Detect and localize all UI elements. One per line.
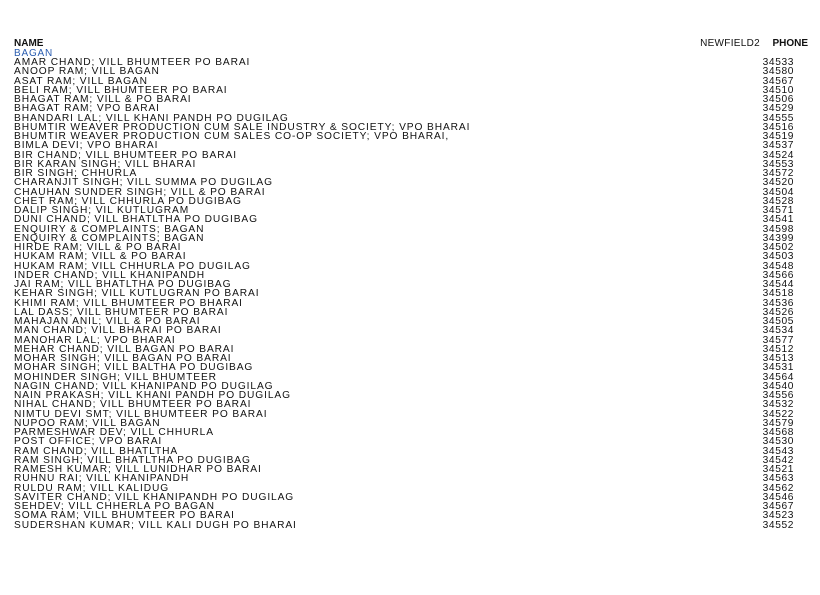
entry-phone: 34598 — [762, 223, 794, 235]
entry-phone: 34556 — [762, 390, 794, 401]
entry-phone: 34522 — [762, 408, 794, 420]
entry-phone: 34566 — [762, 269, 794, 281]
entry-name: PARMESHWAR DEV; VILL CHHURLA — [14, 427, 214, 438]
entry-name: JAI RAM; VILL BHATLTHA PO DUGIBAG — [14, 279, 232, 290]
entry-name: AMAR CHAND; VILL BHUMTEER PO BARAI — [14, 57, 251, 68]
entry-phone: 34579 — [762, 417, 794, 429]
entry-phone: 34506 — [762, 94, 794, 105]
entry-phone: 34513 — [762, 353, 794, 364]
entry-name: LAL DASS; VILL BHUMTEER PO BARAI — [14, 306, 229, 318]
entry-phone: 34544 — [762, 279, 794, 290]
entry-name: NAGIN CHAND; VILL KHANIPAND PO DUGILAG — [14, 380, 274, 392]
name-column-header: NAME — [14, 38, 44, 49]
entry-name: SOMA RAM; VILL BHUMTEER PO BARAI — [14, 510, 235, 522]
entry-phone: 34564 — [762, 371, 794, 383]
entry-phone: 34516 — [762, 121, 794, 133]
entry-name: KHIMI RAM; VILL BHUMTEER PO BHARAI — [14, 297, 243, 309]
entry-name: CHARANJIT SINGH; VILL SUMMA PO DUGILAG — [14, 177, 273, 189]
entry-name: RUHNU RAI; VILL KHANIPANDH — [14, 473, 190, 485]
entry-phone: 34502 — [762, 242, 794, 253]
entry-phone: 34530 — [762, 436, 794, 448]
entry-phone: 34571 — [762, 205, 794, 216]
entry-phone: 34537 — [762, 140, 794, 152]
entry-phone: 34512 — [762, 343, 794, 355]
column-header — [14, 39, 808, 49]
entry-name: DALIP SINGH; VIL KUTLUGRAM — [14, 205, 190, 216]
entry-name: BHAGAT RAM; VILL & PO BARAI — [14, 94, 192, 105]
entry-name: ENQUIRY & COMPLAINTS; BAGAN — [14, 223, 205, 235]
entry-name: ENQUIRY & COMPLAINTS; BAGAN — [14, 232, 205, 244]
newfield-column-header: NEWFIELD2 — [700, 38, 760, 49]
entry-phone: 34520 — [762, 177, 794, 189]
entry-name: CHET RAM; VILL CHHURLA PO DUGIBAG — [14, 195, 242, 207]
entry-name: HUKAM RAM; VILL CHHURLA PO DUGILAG — [14, 260, 251, 272]
entry-phone: 34523 — [762, 510, 794, 522]
entry-name: SEHDEV; VILL CHHERLA PO BAGAN — [14, 501, 215, 512]
entry-name: BIR KARAN SINGH; VILL BHARAI — [14, 158, 197, 170]
entry-phone: 34536 — [762, 297, 794, 309]
entry-phone: 34510 — [762, 84, 794, 96]
entry-name: NIMTU DEVI SMT; VILL BHUMTEER PO BARAI — [14, 408, 268, 420]
entry-name: ASAT RAM; VILL BAGAN — [14, 75, 148, 87]
entry-phone: 34542 — [762, 454, 794, 466]
entry-phone: 34562 — [762, 482, 794, 494]
entry-phone: 34533 — [762, 57, 794, 68]
entry-name: SAVITER CHAND; VILL KHANIPANDH PO DUGILAG — [14, 491, 295, 503]
entry-phone: 34567 — [762, 501, 794, 512]
entry-phone: 34526 — [762, 306, 794, 318]
entry-phone: 34541 — [762, 214, 794, 226]
entry-name: NUPOO RAM; VILL BAGAN — [14, 417, 161, 429]
entry-phone: 34552 — [762, 519, 794, 531]
directory-page — [14, 39, 808, 530]
entry-phone: 34555 — [762, 112, 794, 124]
entry-name: HIRDE RAM; VILL & PO BARAI — [14, 242, 182, 253]
entry-phone: 34563 — [762, 473, 794, 485]
entry-name: RULDU RAM; VILL KALIDUG — [14, 482, 170, 494]
entry-name: CHAUHAN SUNDER SINGH; VILL & PO BARAI — [14, 186, 266, 198]
entry-name: BHUMTIR WEAVER PRODUCTION CUM SALES CO-OP SOCIETY; VPO BHARAI, — [14, 131, 450, 142]
entry-name: BHAGAT RAM; VPO BARAI — [14, 103, 160, 115]
entry-phone: 34534 — [762, 325, 794, 337]
entry-name: SUDERSHAN KUMAR; VILL KALI DUGH PO BHARAI — [14, 519, 297, 531]
entry-phone: 34531 — [762, 362, 794, 374]
entry-phone: 34567 — [762, 75, 794, 87]
entry-name: BELI RAM; VILL BHUMTEER PO BARAI — [14, 84, 228, 96]
entry-name: MAN CHAND; VILL BHARAI PO BARAI — [14, 325, 222, 337]
entry-phone: 34580 — [762, 66, 794, 78]
entry-name: DUNI CHAND; VILL BHATLTHA PO DUGIBAG — [14, 214, 258, 226]
entry-phone: 34540 — [762, 380, 794, 392]
entry-name: RAMESH KUMAR; VILL LUNIDHAR PO BARAI — [14, 464, 262, 475]
entry-name: KEHAR SINGH; VILL KUTLUGRAN PO BARAI — [14, 288, 260, 300]
entry-name: RAM SINGH; VILL BHATLTHA PO DUGIBAG — [14, 454, 251, 466]
entry-phone: 34568 — [762, 427, 794, 438]
entry-phone: 34504 — [762, 186, 794, 198]
section-heading: BAGAN — [14, 48, 54, 59]
entry-name: BIR CHAND; VILL BHUMTEER PO BARAI — [14, 149, 237, 161]
entry-phone: 34528 — [762, 195, 794, 207]
entry-phone: 34572 — [762, 168, 794, 179]
entry-name: BHANDARI LAL; VILL KHANI PANDH PO DUGILAG — [14, 112, 289, 124]
entry-phone: 34505 — [762, 316, 794, 327]
entry-phone: 34548 — [762, 260, 794, 272]
entry-phone: 34524 — [762, 149, 794, 161]
entry-phone: 34543 — [762, 445, 794, 457]
entry-name: MOHINDER SINGH; VILL BHUMTEER — [14, 371, 217, 383]
entry-phone: 34529 — [762, 103, 794, 115]
entry-phone: 34577 — [762, 334, 794, 346]
entry-name: POST OFFICE; VPO BARAI — [14, 436, 163, 448]
entry-phone: 34553 — [762, 158, 794, 170]
entry-name: NAIN PRAKASH; VILL KHANI PANDH PO DUGILAG — [14, 390, 291, 401]
entry-name: MANOHAR LAL; VPO BHARAI — [14, 334, 176, 346]
entry-phone: 34532 — [762, 399, 794, 411]
entry-name: BIR SINGH; CHHURLA — [14, 168, 138, 179]
entry-phone: 34546 — [762, 491, 794, 503]
entry-name: INDER CHAND; VILL KHANIPANDH — [14, 269, 206, 281]
phone-column-header: PHONE — [772, 38, 808, 49]
entry-name: MOHAR SINGH; VILL BALTHA PO DUGIBAG — [14, 362, 254, 374]
entry-name: ANOOP RAM; VILL BAGAN — [14, 66, 160, 78]
directory-list — [14, 58, 808, 530]
entry-phone: 34399 — [762, 232, 794, 244]
entry-name: BHUMTIR WEAVER PRODUCTION CUM SALE INDUSTRY & SOCIETY; VPO BHARAI — [14, 121, 471, 133]
entry-name: MEHAR CHAND; VILL BAGAN PO BARAI — [14, 343, 235, 355]
entry-phone: 34521 — [762, 464, 794, 475]
entry-name: BIMLA DEVI; VPO BHARAI — [14, 140, 159, 152]
list-item — [14, 521, 808, 530]
entry-phone: 34518 — [762, 288, 794, 300]
entry-name: NIHAL CHAND; VILL BHUMTEER PO BARAI — [14, 399, 252, 411]
entry-name: HUKAM RAM; VILL & PO BARAI — [14, 251, 187, 263]
entry-name: MOHAR SINGH; VILL BAGAN PO BARAI — [14, 353, 232, 364]
entry-name: RAM CHAND; VILL BHATLTHA — [14, 445, 179, 457]
entry-phone: 34519 — [762, 131, 794, 142]
entry-phone: 34503 — [762, 251, 794, 263]
entry-name: MAHAJAN ANIL; VILL & PO BARAI — [14, 316, 201, 327]
